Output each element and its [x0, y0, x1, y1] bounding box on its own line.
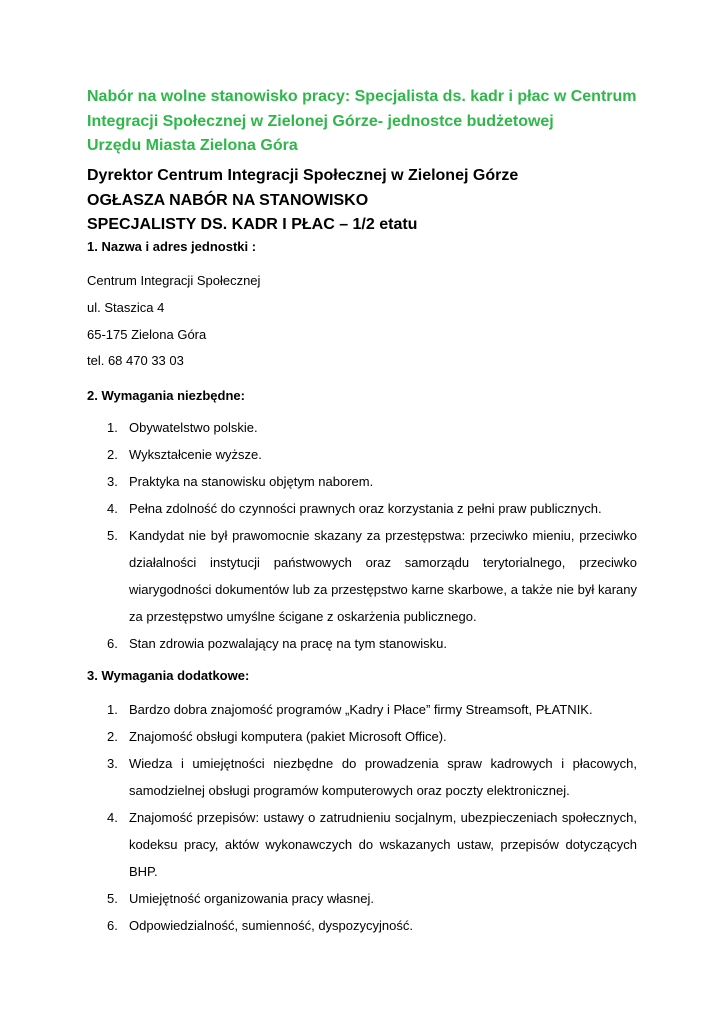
list-item: 1. Bardzo dobra znajomość programów „Kadry i Płace” firmy Streamsoft, PŁATNIK. — [107, 702, 593, 717]
section-3-heading: 3. Wymagania dodatkowe: — [87, 668, 250, 683]
header-line: SPECJALISTY DS. KADR I PŁAC – 1/2 etatu — [87, 216, 418, 233]
list-item: 6. Stan zdrowia pozwalający na pracę na tym stanowisku. — [107, 636, 447, 651]
title-line: Nabór na wolne stanowisko pracy: Specjalista ds. kadr i płac w Centrum — [87, 88, 637, 105]
title-line: Integracji Społecznej w Zielonej Górze- jednostce budżetowej — [87, 112, 554, 130]
address-line: ul. Staszica 4 — [87, 300, 165, 315]
list-item: 4. Pełna zdolność do czynności prawnych oraz korzystania z pełni praw publicznych. — [107, 501, 602, 516]
header-line: Dyrektor Centrum Integracji Społecznej w Zielonej Górze — [87, 167, 519, 184]
list-item: 3. Wiedza i umiejętności niezbędne do prowadzenia spraw kadrowych i płacowych, samodzielnej obsługi programów komputerowych oraz poczty elektronicznej. — [107, 756, 637, 798]
address-line: Centrum Integracji Społecznej — [87, 273, 261, 288]
list-item: 3. Praktyka na stanowisku objętym naborem. — [107, 474, 374, 489]
list-item: 2. Znajomość obsługi komputera (pakiet Microsoft Office). — [107, 729, 447, 744]
required-list — [0, 414, 725, 657]
additional-list — [0, 696, 725, 939]
list-item: 1. Obywatelstwo polskie. — [107, 420, 258, 435]
announcement-title — [87, 85, 647, 159]
header-line: OGŁASZA NABÓR NA STANOWISKO — [87, 191, 369, 209]
list-item: 4. Znajomość przepisów: ustawy o zatrudnieniu socjalnym, ubezpieczeniach społecznych, kodeksu pracy, aktów wykonawczych do wskazanych ustaw, przepisów dotyczących BHP. — [107, 810, 637, 879]
list-item: 5. Umiejętność organizowania pracy własnej. — [107, 891, 374, 906]
title-line: Urzędu Miasta Zielona Góra — [87, 137, 298, 154]
address-line: 65-175 Zielona Góra — [87, 327, 207, 342]
phone-line: tel. 68 470 33 03 — [87, 353, 184, 368]
section-1-heading: 1. Nazwa i adres jednostki : — [87, 239, 257, 254]
list-item: 5. Kandydat nie był prawomocnie skazany za przestępstwa: przeciwko mieniu, przeciwko działalności instytucji państwowych oraz samorządu terytorialnego, przeciwko wiarygodności dokumentów lub za przestępstwo karne skarbowe, a także nie był karany za przestępstwo umyślne ścigane z oskarżenia publicznego. — [107, 528, 637, 624]
announcement-header — [87, 164, 647, 238]
list-item: 2. Wykształcenie wyższe. — [107, 447, 262, 462]
list-item: 6. Odpowiedzialność, sumienność, dyspozycyjność. — [107, 918, 413, 933]
section-2-heading: 2. Wymagania niezbędne: — [87, 388, 245, 403]
